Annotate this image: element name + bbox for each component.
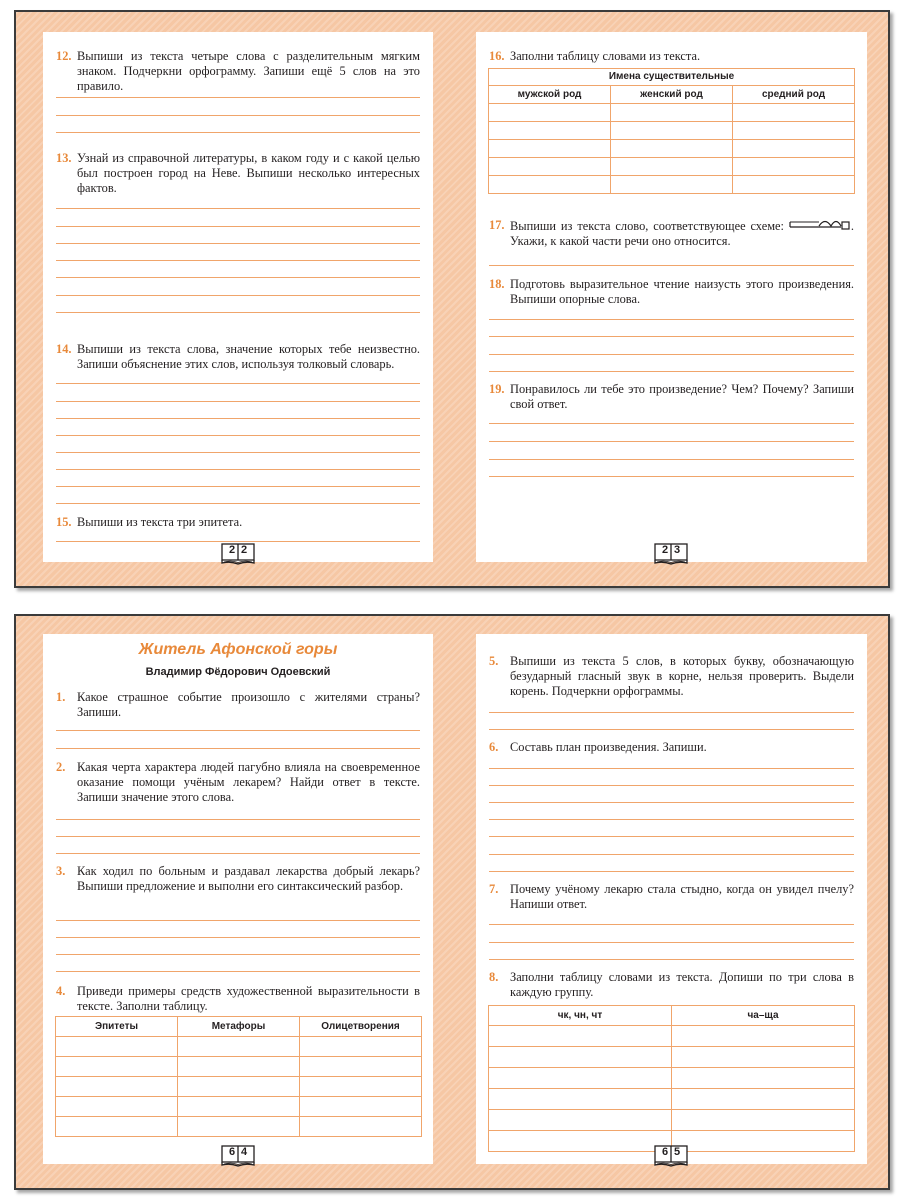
answer-line bbox=[56, 730, 420, 731]
table-row bbox=[56, 1037, 422, 1057]
task-number: 17. bbox=[489, 218, 505, 232]
expressive-means-table bbox=[55, 1016, 422, 1137]
answer-line bbox=[56, 418, 420, 419]
task-number: 4. bbox=[56, 984, 66, 998]
task-text: Понравилось ли тебе это произведение? Чем? Почему? Запиши свой ответ. bbox=[510, 382, 854, 412]
task-1 bbox=[56, 690, 420, 720]
page-number-badge bbox=[654, 543, 688, 565]
answer-line bbox=[489, 319, 854, 320]
answer-line bbox=[489, 871, 854, 872]
task-text: Какая черта характера людей пагубно влияла на своевременное оказание помощи учёным лекарем? Найди ответ в тексте. Запиши значение этого слова. bbox=[77, 760, 420, 805]
table-row bbox=[489, 1110, 855, 1131]
task-text: Составь план произведения. Запиши. bbox=[510, 740, 707, 754]
answer-line bbox=[56, 115, 420, 116]
answer-line bbox=[56, 312, 420, 313]
answer-line bbox=[56, 226, 420, 227]
answer-line bbox=[489, 802, 854, 803]
task-text: Выпиши из текста четыре слова с разделительным мягким знаком. Подчеркни орфограмму. Запиши ещё 5 слов на это правило. bbox=[77, 49, 420, 94]
task-number: 7. bbox=[489, 882, 499, 896]
table-caption: Имена существительные bbox=[489, 69, 855, 86]
page-number-digit: 6 bbox=[661, 1146, 669, 1158]
answer-line bbox=[56, 937, 420, 938]
workbook-spread-bottom bbox=[14, 614, 890, 1190]
task-number: 2. bbox=[56, 760, 66, 774]
task-text: Подготовь выразительное чтение наизусть этого произведения. Выпиши опорные слова. bbox=[510, 277, 854, 307]
answer-line bbox=[489, 854, 854, 855]
page-number-badge bbox=[221, 543, 255, 565]
task-text: Почему учёному лекарю стала стыдно, когда он увидел пчелу? Напиши ответ. bbox=[510, 882, 854, 912]
answer-line bbox=[56, 435, 420, 436]
answer-line bbox=[56, 469, 420, 470]
answer-line bbox=[56, 971, 420, 972]
nouns-gender-table bbox=[488, 68, 855, 194]
page-number-digit: 2 bbox=[240, 544, 248, 556]
answer-line bbox=[489, 441, 854, 442]
column-header-neuter: средний род bbox=[733, 86, 855, 104]
task-7 bbox=[489, 882, 854, 912]
page-number-badge bbox=[221, 1145, 255, 1167]
answer-line bbox=[489, 354, 854, 355]
task-number: 19. bbox=[489, 382, 505, 396]
answer-line bbox=[489, 729, 854, 730]
answer-line bbox=[56, 954, 420, 955]
column-header-personifications: Олицетворения bbox=[300, 1017, 422, 1037]
task-number: 15. bbox=[56, 515, 72, 529]
answer-line bbox=[489, 836, 854, 837]
answer-line bbox=[489, 423, 854, 424]
column-header-masculine: мужской род bbox=[489, 86, 611, 104]
word-structure-scheme-icon bbox=[789, 218, 851, 233]
answer-line bbox=[56, 97, 420, 98]
answer-line bbox=[489, 785, 854, 786]
answer-line bbox=[56, 503, 420, 504]
task-text: Выпиши из текста слово, соответствующее схеме: bbox=[510, 219, 784, 233]
task-text: Какое страшное событие произошло с жителями страны? Запиши. bbox=[77, 690, 420, 720]
table-row bbox=[489, 1026, 855, 1047]
task-3 bbox=[56, 864, 420, 894]
table-row bbox=[489, 158, 855, 176]
page-65 bbox=[476, 634, 867, 1164]
task-number: 18. bbox=[489, 277, 505, 291]
task-text: Как ходил по больным и раздавал лекарства добрый лекарь? Выпиши предложение и выполни его синтаксический разбор. bbox=[77, 864, 420, 894]
answer-line bbox=[56, 132, 420, 133]
table-row bbox=[489, 1047, 855, 1068]
task-19 bbox=[489, 382, 854, 412]
task-text: Выпиши из текста слова, значение которых тебе неизвестно. Запиши объяснение этих слов, используя толковый словарь. bbox=[77, 342, 420, 372]
table-row bbox=[489, 1068, 855, 1089]
page-number-digit: 2 bbox=[661, 544, 669, 556]
answer-line bbox=[56, 208, 420, 209]
task-text: . Укажи, к какой части речи оно относится. bbox=[510, 219, 854, 249]
task-number: 8. bbox=[489, 970, 499, 984]
table-row bbox=[56, 1097, 422, 1117]
answer-line bbox=[489, 959, 854, 960]
page-number-digit: 3 bbox=[673, 544, 681, 556]
answer-line bbox=[56, 853, 420, 854]
workbook-spread-top bbox=[14, 10, 890, 588]
answer-line bbox=[56, 295, 420, 296]
answer-line bbox=[56, 748, 420, 749]
page-title: Житель Афонской горы bbox=[138, 641, 338, 658]
task-12 bbox=[56, 49, 420, 95]
column-header-metaphors: Метафоры bbox=[178, 1017, 300, 1037]
page-number-badge bbox=[654, 1145, 688, 1167]
task-15 bbox=[56, 515, 420, 530]
answer-line bbox=[489, 265, 854, 266]
table-row bbox=[56, 1057, 422, 1077]
table-row bbox=[489, 104, 855, 122]
answer-line bbox=[56, 383, 420, 384]
task-6 bbox=[489, 740, 854, 755]
answer-line bbox=[489, 476, 854, 477]
task-text: Заполни таблицу словами из текста. Допиши по три слова в каждую группу. bbox=[510, 970, 854, 1000]
table-row bbox=[56, 1117, 422, 1137]
author-name: Владимир Фёдорович Одоевский bbox=[145, 666, 331, 678]
task-number: 14. bbox=[56, 342, 72, 356]
task-number: 5. bbox=[489, 654, 499, 668]
answer-line bbox=[56, 819, 420, 820]
task-2 bbox=[56, 760, 420, 806]
task-number: 13. bbox=[56, 151, 72, 165]
task-number: 16. bbox=[489, 49, 505, 63]
answer-line bbox=[56, 541, 420, 542]
table-row bbox=[489, 140, 855, 158]
task-13 bbox=[56, 151, 420, 197]
task-5 bbox=[489, 654, 854, 700]
answer-line bbox=[56, 401, 420, 402]
answer-line bbox=[56, 836, 420, 837]
answer-line bbox=[489, 712, 854, 713]
column-header-cha-shcha: ча–ща bbox=[672, 1006, 855, 1026]
column-header-chk-chn-cht: чк, чн, чт bbox=[489, 1006, 672, 1026]
answer-line bbox=[489, 819, 854, 820]
column-header-epithets: Эпитеты bbox=[56, 1017, 178, 1037]
spelling-groups-table bbox=[488, 1005, 855, 1152]
task-text: Приведи примеры средств художественной выразительности в тексте. Заполни таблицу. bbox=[77, 984, 420, 1014]
column-header-feminine: женский род bbox=[611, 86, 733, 104]
task-text: Выпиши из текста 5 слов, в которых букву, обозначающую безударный гласный звук в корне, нельзя проверить. Выдели корень. Подчеркни орфограммы. bbox=[510, 654, 854, 699]
page-22 bbox=[43, 32, 433, 562]
page-number-digit: 5 bbox=[673, 1146, 681, 1158]
table-row bbox=[56, 1077, 422, 1097]
answer-line bbox=[489, 768, 854, 769]
answer-line bbox=[56, 260, 420, 261]
table-row bbox=[489, 122, 855, 140]
task-4 bbox=[56, 984, 420, 1014]
answer-line bbox=[56, 920, 420, 921]
task-number: 1. bbox=[56, 690, 66, 704]
task-8 bbox=[489, 970, 854, 1000]
task-14 bbox=[56, 342, 420, 372]
answer-line bbox=[489, 942, 854, 943]
answer-line bbox=[489, 336, 854, 337]
task-18 bbox=[489, 277, 854, 307]
table-row bbox=[489, 1089, 855, 1110]
task-number: 3. bbox=[56, 864, 66, 878]
task-text: Узнай из справочной литературы, в каком году и с какой целью был построен город на Неве. Выпиши несколько интересных фактов. bbox=[77, 151, 420, 196]
task-text: Выпиши из текста три эпитета. bbox=[77, 515, 243, 529]
answer-line bbox=[489, 924, 854, 925]
task-text: Заполни таблицу словами из текста. bbox=[510, 49, 701, 63]
table-row bbox=[489, 176, 855, 194]
task-number: 6. bbox=[489, 740, 499, 754]
answer-line bbox=[56, 243, 420, 244]
page-number-digit: 6 bbox=[228, 1146, 236, 1158]
page-23 bbox=[476, 32, 867, 562]
page-number-digit: 4 bbox=[240, 1146, 248, 1158]
task-number: 12. bbox=[56, 49, 72, 63]
task-16 bbox=[489, 49, 854, 64]
page-number-digit: 2 bbox=[228, 544, 236, 556]
answer-line bbox=[56, 486, 420, 487]
page-64 bbox=[43, 634, 433, 1164]
answer-line bbox=[489, 459, 854, 460]
answer-line bbox=[489, 371, 854, 372]
answer-line bbox=[56, 277, 420, 278]
task-17 bbox=[489, 218, 854, 249]
answer-line bbox=[56, 452, 420, 453]
